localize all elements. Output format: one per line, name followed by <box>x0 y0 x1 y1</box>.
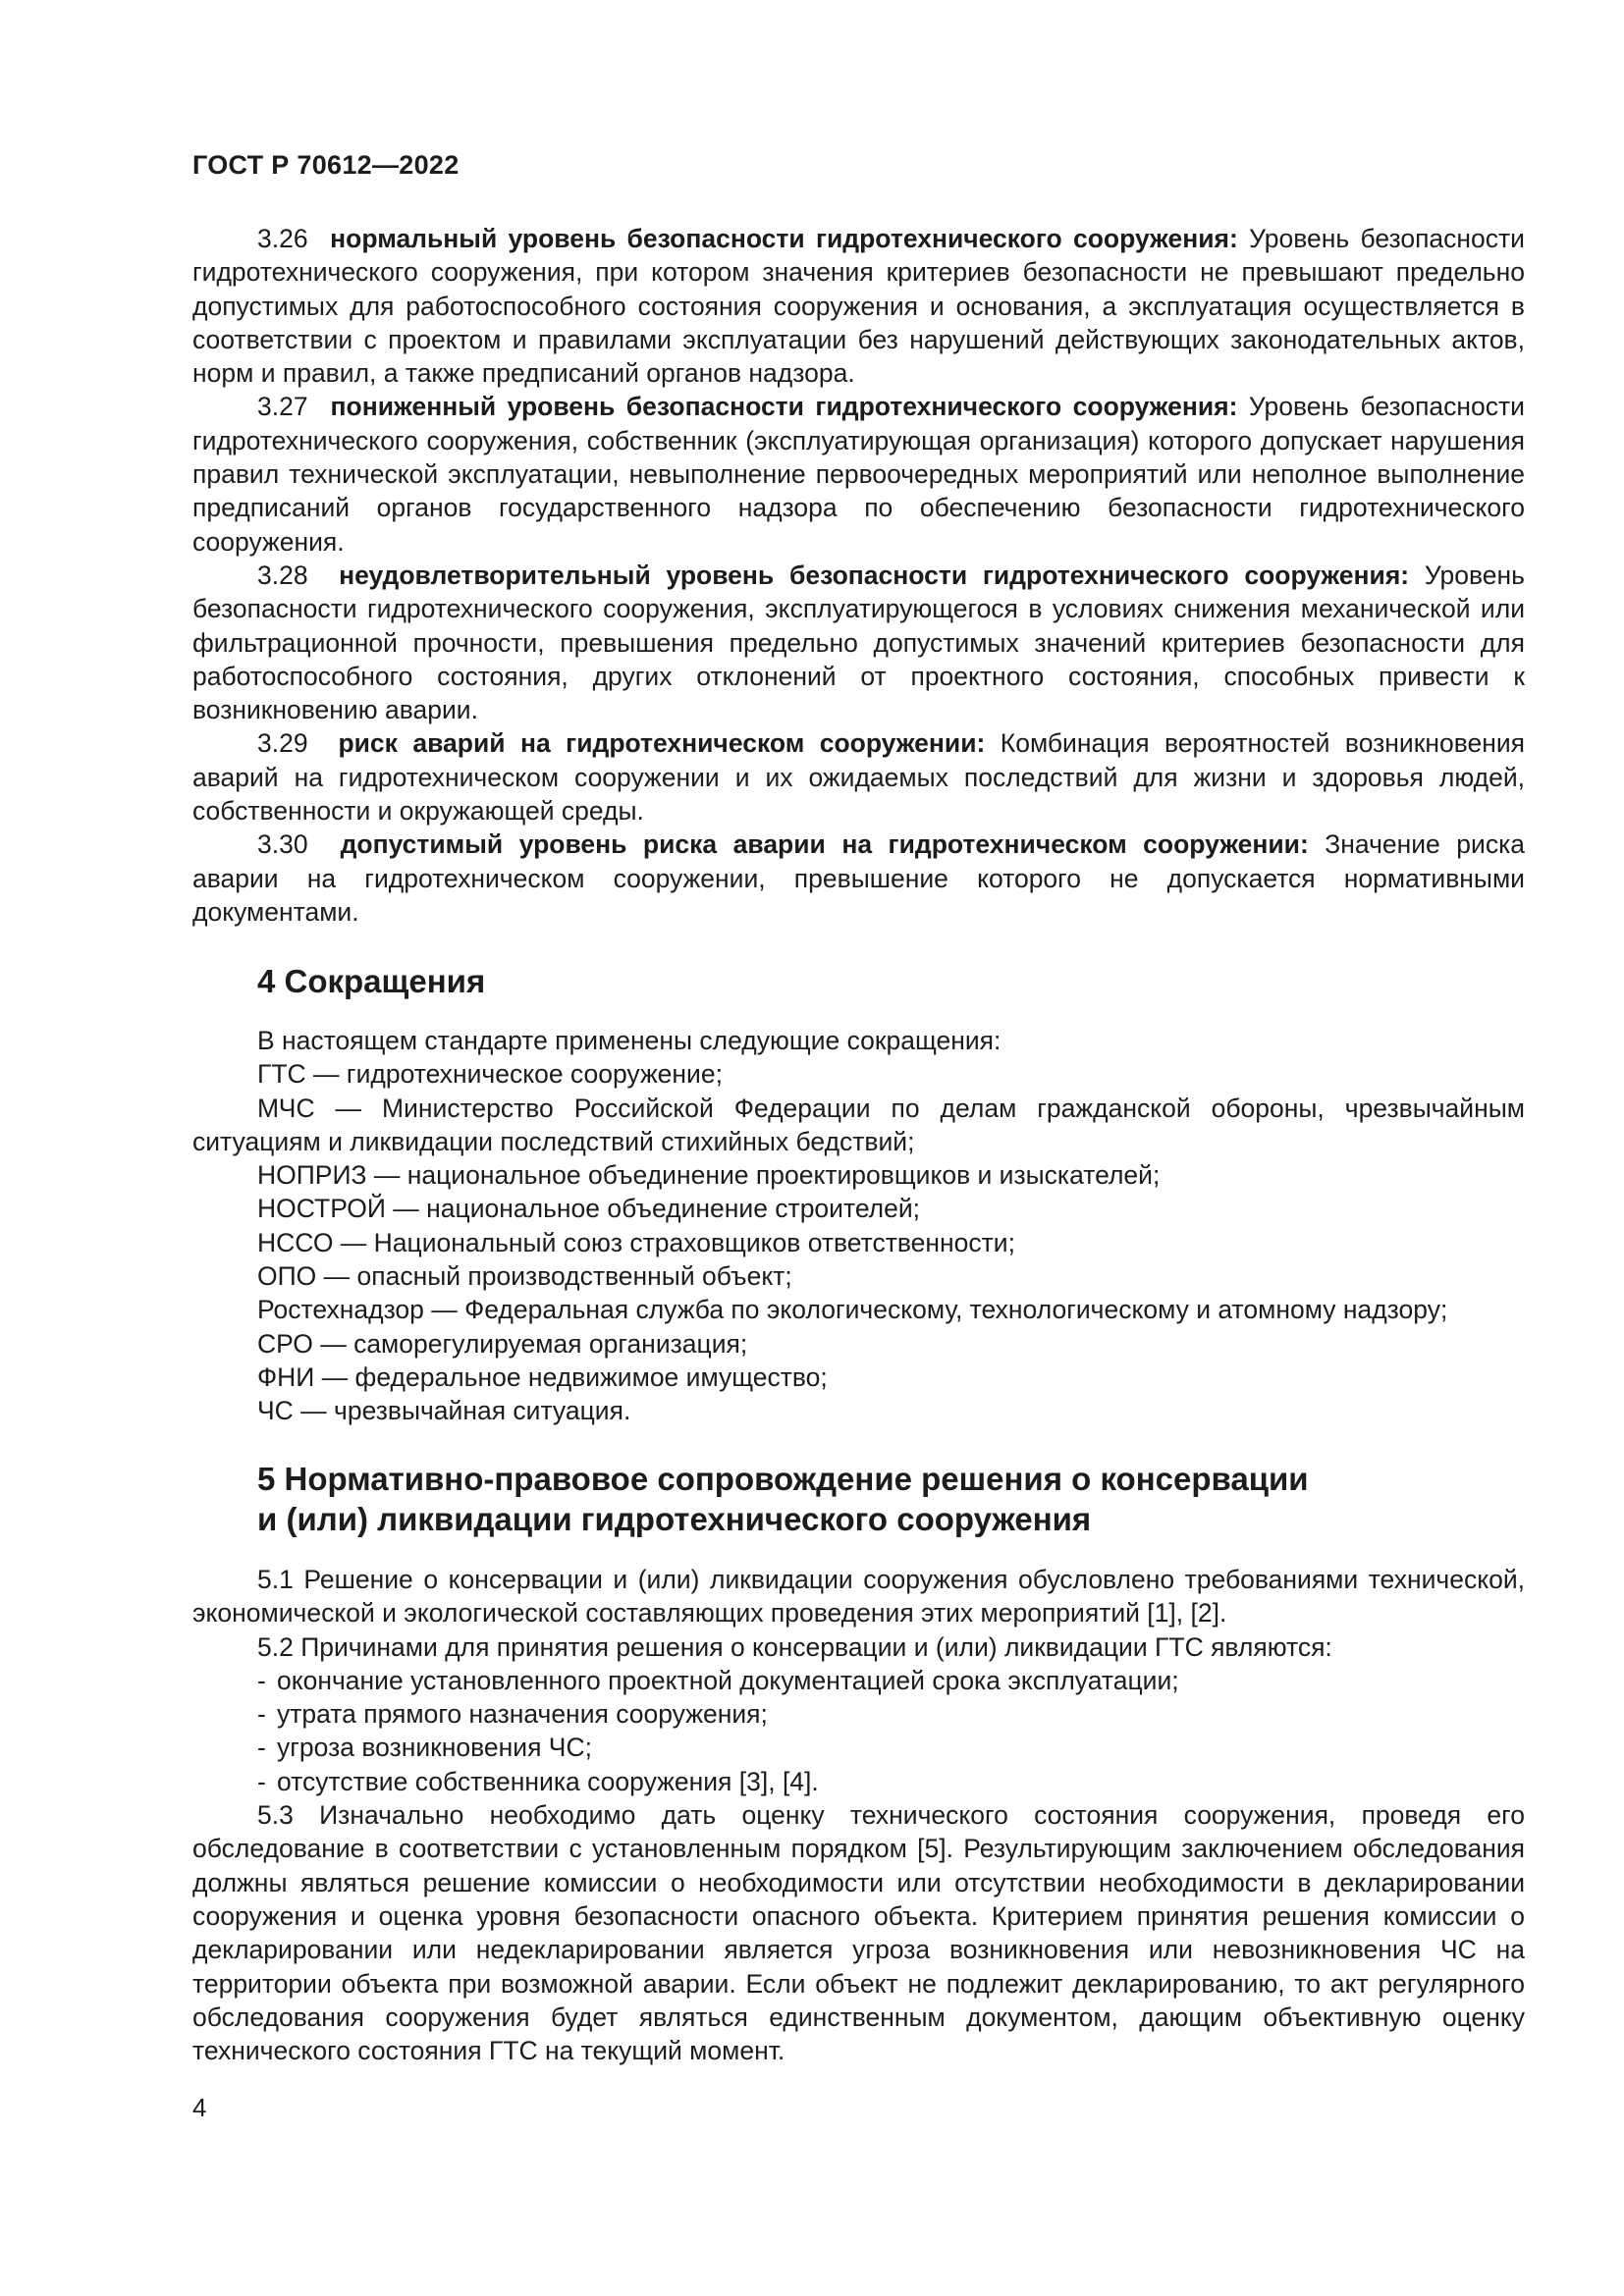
list-item: - окончание установленного проектной документацией срока эксплуатации; <box>257 1665 1179 1695</box>
term-number: 3.30 <box>257 829 308 860</box>
term-definition: Значение риска аварии на гидротехническом сооружении, превышение которого не допускается нормативными документами. <box>192 829 1525 927</box>
abbreviation-item: ЧС — чрезвычайная ситуация. <box>257 1396 631 1426</box>
page-number: 4 <box>192 2093 207 2122</box>
section-5-title-line-1: 5 Нормативно-правовое сопровождение решения о консервации <box>257 1461 1309 1497</box>
abbreviation-item: МЧС — Министерство Российской Федерации по делам гражданской обороны, чрезвычайным ситуациям и ликвидации последствий стихийных бедствий; <box>192 1093 1525 1156</box>
term-title: допустимый уровень риска аварии на гидротехническом сооружении: <box>340 829 1309 860</box>
term-number: 3.29 <box>257 728 308 759</box>
term-definition: Уровень безопасности гидротехнического сооружения, эксплуатирующегося в условиях снижения механической или фильтрационной прочности, превышения предельно допустимых значений критериев безопасности для работоспособного состояния, других отклонений от проектного состояния, способных привести к возникновению аварии. <box>192 560 1525 725</box>
section-5-body <box>192 1563 1525 2067</box>
paragraph-5-1: 5.1 Решение о консервации и (или) ликвидации сооружения обусловлено требованиями технической, экономической и экологической составляющих проведения этих мероприятий [1], [2]. <box>192 1565 1525 1629</box>
abbreviation-item: ОПО — опасный производственный объект; <box>257 1261 792 1292</box>
paragraph-5-2: 5.2 Причинами для принятия решения о консервации и (или) ликвидации ГТС являются: <box>257 1631 1332 1662</box>
term-definition: Комбинация вероятностей возникновения аварий на гидротехническом сооружении и их ожидаемых последствий для жизни и здоровья людей, собственности и окружающей среды. <box>192 728 1525 827</box>
abbreviation-item: НССО — Национальный союз страховщиков ответственности; <box>257 1227 1015 1257</box>
list-item: - угроза возникновения ЧС; <box>257 1733 592 1763</box>
term-definition: Уровень безопасности гидротехнического сооружения, собственник (эксплуатирующая организация) которого допускает нарушения правил технической эксплуатации, невыполнение первоочередных мероприятий или неполное выполнение предписаний органов государственного надзора по обеспечению безопасности гидротехнического сооружения. <box>192 392 1525 557</box>
term-definition: Уровень безопасности гидротехнического сооружения, при котором значения критериев безопасности не превышают предельно допустимых для работоспособного состояния сооружения и основания, а эксплуатация осуществляется в соответствии с проектом и правилами эксплуатации без нарушений действующих законодательных актов, норм и правил, а также предписаний органов надзора. <box>192 224 1525 389</box>
abbreviation-item: НОСТРОЙ — национальное объединение строителей; <box>257 1194 921 1224</box>
list-item: - утрата прямого назначения сооружения; <box>257 1699 768 1730</box>
term-title: неудовлетворительный уровень безопасности гидротехнического сооружения: <box>339 560 1410 590</box>
section-5-title-line-2: и (или) ликвидации гидротехнического сооружения <box>257 1501 1092 1537</box>
term-paragraph <box>192 222 1525 390</box>
list-item: - отсутствие собственника сооружения [3], [4]. <box>257 1766 819 1796</box>
term-number: 3.26 <box>257 224 308 253</box>
abbreviations-intro: В настоящем стандарте применены следующие сокращения: <box>257 1026 1001 1055</box>
abbreviations-block <box>192 1024 1525 1428</box>
term-title: риск аварий на гидротехническом сооружении: <box>338 728 986 759</box>
term-paragraph <box>192 390 1525 558</box>
terms-block <box>192 222 1525 929</box>
section-4-title: 4 Сокращения <box>257 963 486 999</box>
term-paragraph <box>192 726 1525 828</box>
abbreviation-item: Ростехнадзор — Федеральная служба по экологическому, технологическому и атомному надзору; <box>257 1295 1448 1325</box>
paragraph-5-3: 5.3 Изначально необходимо дать оценку технического состояния сооружения, проведя его обследование в соответствии с установленным порядком [5]. Результирующим заключением обследования должны являться решение комиссии о необходимости или отсутствии необходимости в декларировании сооружения и оценка уровня безопасности опасного объекта. Критерием принятия решения комиссии о декларировании или недекларировании является угроза возникновения или невозникновения ЧС на территории объекта при возможной аварии. Если объект не подлежит декларированию, то акт регулярного обследования сооружения будет являться единственным документом, дающим объективную оценку технического состояния ГТС на текущий момент. <box>192 1800 1525 2066</box>
abbreviation-item: ФНИ — федеральное недвижимое имущество; <box>257 1362 828 1392</box>
term-title: пониженный уровень безопасности гидротехнического сооружения: <box>330 392 1238 422</box>
abbreviation-item: СРО — саморегулируемая организация; <box>257 1328 748 1359</box>
term-title: нормальный уровень безопасности гидротехнического сооружения: <box>330 224 1238 253</box>
section-5-title <box>257 1459 1309 1539</box>
abbreviation-item: ГТС — гидротехническое сооружение; <box>257 1059 723 1090</box>
term-paragraph <box>192 828 1525 929</box>
document-header: ГОСТ Р 70612—2022 <box>192 150 460 180</box>
term-paragraph <box>192 559 1525 726</box>
term-number: 3.28 <box>257 560 308 590</box>
term-number: 3.27 <box>257 392 308 422</box>
abbreviation-item: НОПРИЗ — национальное объединение проектировщиков и изыскателей; <box>257 1160 1161 1191</box>
